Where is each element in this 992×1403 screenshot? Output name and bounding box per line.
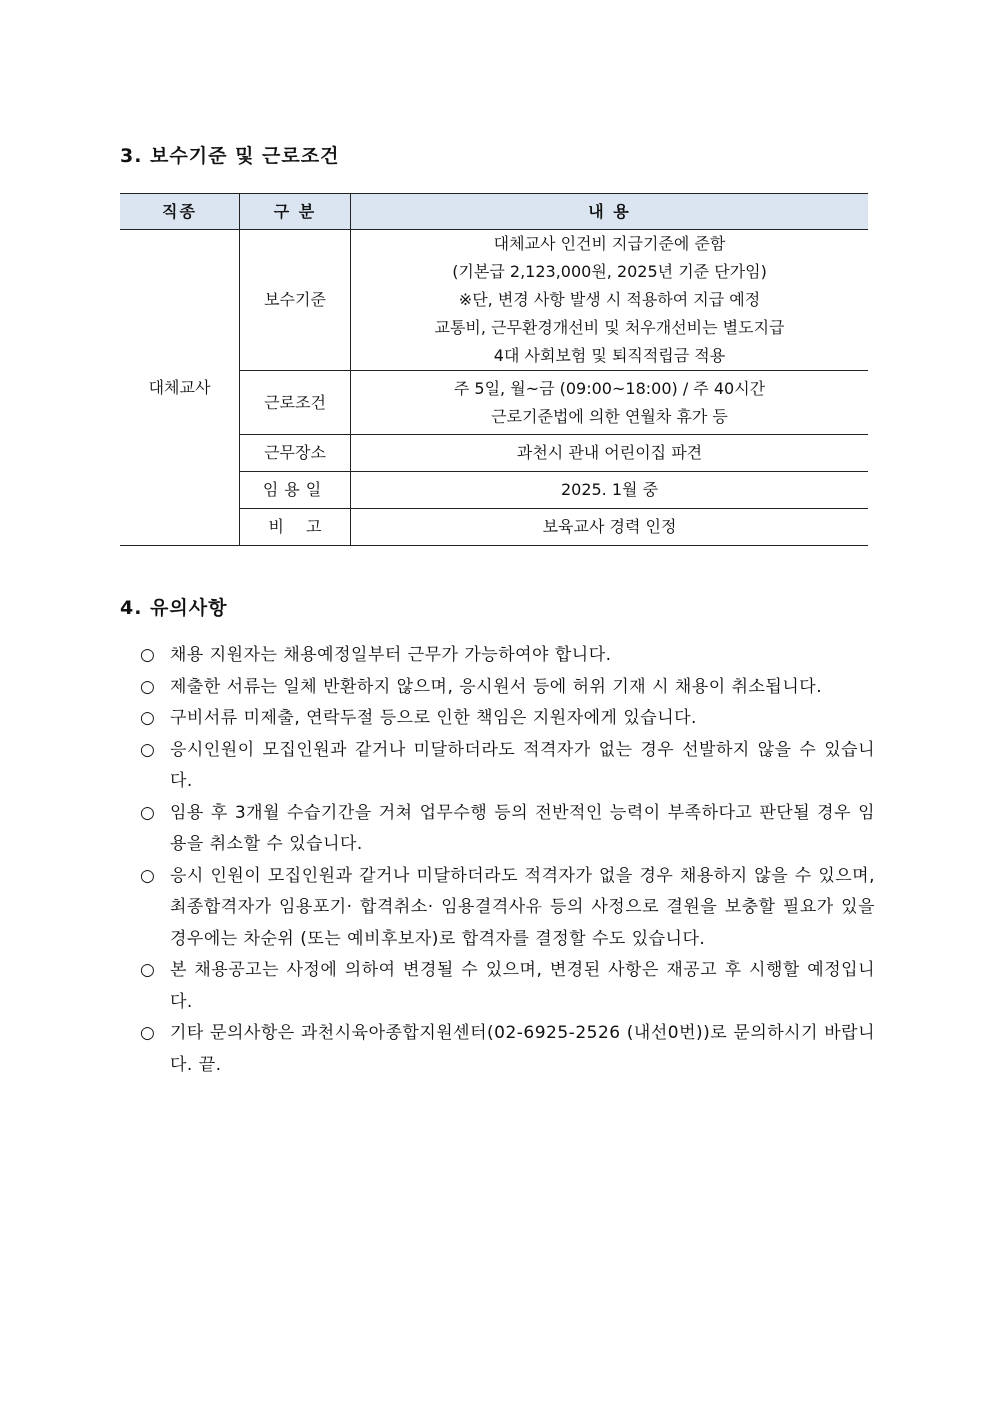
circle-bullet-icon: ○ — [140, 865, 156, 886]
job-cell: 대체교사 — [120, 230, 240, 546]
circle-bullet-icon: ○ — [140, 708, 156, 728]
row-label: 비고 — [240, 509, 351, 546]
content-line: 대체교사 인건비 지급기준에 준함 — [493, 234, 726, 253]
circle-bullet-icon: ○ — [140, 739, 156, 760]
content-line: 4대 사회보험 및 퇴직적립금 적용 — [493, 346, 726, 365]
note-text: 본 채용공고는 사정에 의하여 변경될 수 있으며, 변경된 사항은 재공고 후 시행할 예정입니다. — [170, 960, 875, 1012]
header-category: 구 분 — [240, 194, 351, 230]
list-item — [140, 640, 875, 672]
row-content — [351, 472, 869, 509]
pay-conditions-table — [120, 193, 868, 546]
circle-bullet-icon: ○ — [140, 802, 156, 823]
row-label: 근무장소 — [240, 435, 351, 472]
circle-bullet-icon: ○ — [140, 676, 156, 697]
note-text: 채용 지원자는 채용예정일부터 근무가 가능하여야 합니다. — [170, 645, 612, 665]
list-item — [140, 798, 875, 861]
note-text: 기타 문의사항은 과천시육아종합지원센터(02-6925-2526 (내선0번))로 문의하시기 바랍니다. 끝. — [170, 1023, 875, 1075]
content-line: 주 5일, 월~금 (09:00~18:00) / 주 40시간 — [453, 378, 766, 398]
list-item — [140, 672, 875, 704]
content-line: 보육교사 경력 인정 — [542, 517, 677, 536]
list-item — [140, 735, 875, 798]
row-content — [351, 509, 869, 546]
header-content: 내 용 — [351, 194, 869, 230]
row-label: 보수기준 — [240, 230, 351, 371]
row-content — [351, 230, 869, 371]
row-content — [351, 435, 869, 472]
circle-bullet-icon: ○ — [140, 960, 156, 980]
circle-bullet-icon: ○ — [140, 1023, 156, 1043]
row-label: 근로조건 — [240, 371, 351, 435]
note-text: 구비서류 미제출, 연락두절 등으로 인한 책임은 지원자에게 있습니다. — [170, 708, 697, 728]
table-header-row — [120, 194, 868, 230]
list-item — [140, 955, 875, 1018]
notes-list — [140, 640, 875, 1081]
section-title-notes: 4. 유의사항 — [120, 597, 228, 619]
note-text: 응시인원이 모집인원과 같거나 미달하더라도 적격자가 없는 경우 선발하지 않을 수 있습니다. — [170, 739, 875, 791]
list-item — [140, 703, 875, 735]
note-text: 제출한 서류는 일체 반환하지 않으며, 응시원서 등에 허위 기재 시 채용이 취소됩니다. — [170, 676, 823, 697]
content-line: 근로기준법에 의한 연월차 휴가 등 — [491, 406, 728, 426]
header-job: 직종 — [120, 194, 240, 230]
content-line: ※단, 변경 사항 발생 시 적용하여 지급 예정 — [458, 290, 761, 309]
circle-bullet-icon: ○ — [140, 645, 156, 665]
list-item — [140, 1018, 875, 1081]
section-title-pay: 3. 보수기준 및 근로조건 — [120, 145, 340, 167]
row-content — [351, 371, 869, 435]
content-line: 과천시 관내 어린이집 파견 — [516, 443, 703, 462]
content-line: 2025. 1월 중 — [560, 480, 659, 499]
content-line: 교통비, 근무환경개선비 및 처우개선비는 별도지급 — [434, 318, 785, 337]
note-text: 임용 후 3개월 수습기간을 거쳐 업무수행 등의 전반적인 능력이 부족하다고 판단될 경우 임용을 취소할 수 있습니다. — [170, 802, 875, 854]
table-row — [120, 230, 868, 371]
list-item — [140, 861, 875, 956]
row-label: 임용일 — [240, 472, 351, 509]
content-line: (기본급 2,123,000원, 2025년 기준 단가임) — [452, 262, 767, 281]
note-text: 응시 인원이 모집인원과 같거나 미달하더라도 적격자가 없을 경우 채용하지 않을 수 있으며, 최종합격자가 임용포기· 합격취소· 임용결격사유 등의 사정으로 결원을 보충할 필요가 있을 경우에는 차순위 (또는 예비후보자)로 합격자를 결정할 수도 있습니다. — [170, 865, 875, 949]
